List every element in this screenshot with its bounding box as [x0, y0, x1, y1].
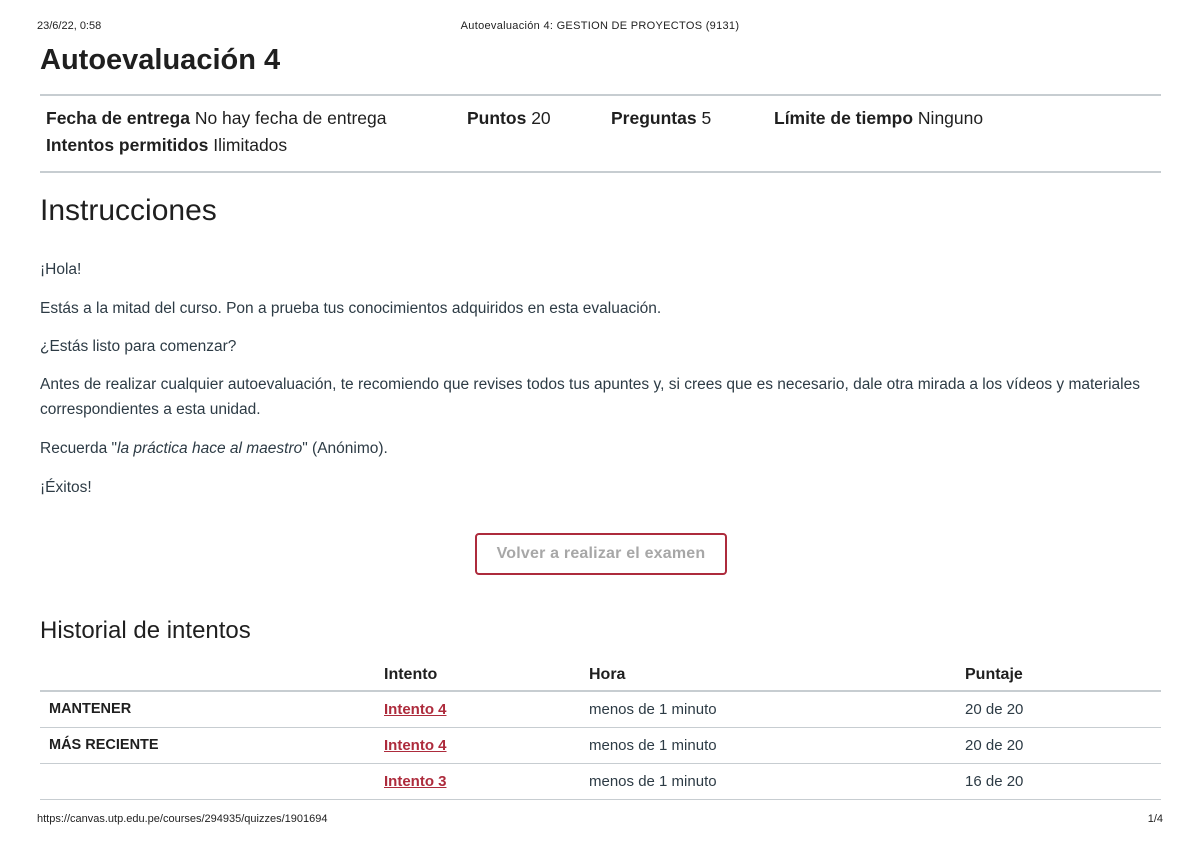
attempts-allowed-label: Intentos permitidos — [46, 135, 209, 155]
time-limit-label: Límite de tiempo — [774, 108, 914, 128]
instruction-paragraph: ¡Hola! — [40, 261, 82, 278]
questions-label: Preguntas — [611, 108, 697, 128]
attempt-cell — [384, 692, 447, 727]
attempt-history-table — [40, 660, 1161, 800]
table-row — [40, 728, 1161, 764]
retake-quiz-button[interactable]: Volver a realizar el examen — [475, 533, 727, 575]
attempt-time: menos de 1 minuto — [589, 737, 717, 754]
attempt-status-label: MÁS RECIENTE — [49, 737, 159, 753]
attempt-cell — [384, 764, 447, 799]
due-date-label: Fecha de entrega — [46, 108, 190, 128]
attempt-score: 20 de 20 — [965, 701, 1024, 718]
time-limit-value: Ninguno — [917, 108, 984, 128]
instruction-paragraph: Antes de realizar cualquier autoevaluación, te recomiendo que revises todos tus apuntes y, si crees que es necesario, dale otra mirada a los vídeos y materiales correspondientes a esta unidad. — [40, 376, 1140, 418]
quote-suffix: " (Anónimo). — [302, 440, 388, 457]
questions-value: 5 — [701, 108, 712, 128]
due-date-value: No hay fecha de entrega — [194, 108, 387, 128]
instruction-paragraph: ¡Éxitos! — [40, 479, 92, 496]
column-header-time: Hora — [589, 666, 626, 683]
questions-detail — [611, 108, 711, 129]
attempt-link[interactable]: Intento 3 — [384, 773, 447, 790]
points-value: 20 — [531, 108, 551, 128]
points-label: Puntos — [467, 108, 527, 128]
attempt-time: menos de 1 minuto — [589, 701, 717, 718]
attempt-score: 16 de 20 — [965, 773, 1024, 790]
table-row — [40, 692, 1161, 728]
instruction-quote-paragraph — [40, 436, 1162, 461]
attempt-status-label: MANTENER — [49, 701, 132, 717]
attempt-cell — [384, 728, 447, 763]
divider-bottom — [40, 171, 1161, 173]
attempts-allowed-detail — [46, 135, 287, 156]
quote-text: la práctica hace al maestro — [117, 440, 303, 457]
column-header-attempt: Intento — [384, 666, 438, 683]
quote-prefix: Recuerda " — [40, 440, 118, 457]
quiz-title: Autoevaluación 4 — [40, 44, 281, 76]
points-detail — [467, 108, 551, 129]
instruction-paragraph: ¿Estás listo para comenzar? — [40, 338, 237, 355]
attempt-link[interactable]: Intento 4 — [384, 701, 447, 718]
attempts-allowed-value: Ilimitados — [213, 135, 288, 155]
print-date: 23/6/22, 0:58 — [37, 20, 102, 32]
page-number: 1/4 — [1147, 813, 1163, 825]
due-date-detail — [46, 108, 387, 129]
print-page-title: Autoevaluación 4: GESTION DE PROYECTOS (9131) — [460, 20, 740, 32]
page-url: https://canvas.utp.edu.pe/courses/294935/quizzes/1901694 — [37, 813, 328, 825]
table-row — [40, 764, 1161, 800]
table-header-row — [40, 660, 1161, 692]
attempt-history-heading: Historial de intentos — [40, 617, 251, 644]
attempt-time: menos de 1 minuto — [589, 773, 717, 790]
attempt-score: 20 de 20 — [965, 737, 1024, 754]
column-header-score: Puntaje — [965, 666, 1023, 683]
instructions-heading: Instrucciones — [40, 194, 217, 227]
time-limit-detail — [774, 108, 983, 129]
attempt-link[interactable]: Intento 4 — [384, 737, 447, 754]
instruction-paragraph: Estás a la mitad del curso. Pon a prueba tus conocimientos adquiridos en esta evaluación. — [40, 300, 662, 317]
divider-top — [40, 94, 1161, 96]
